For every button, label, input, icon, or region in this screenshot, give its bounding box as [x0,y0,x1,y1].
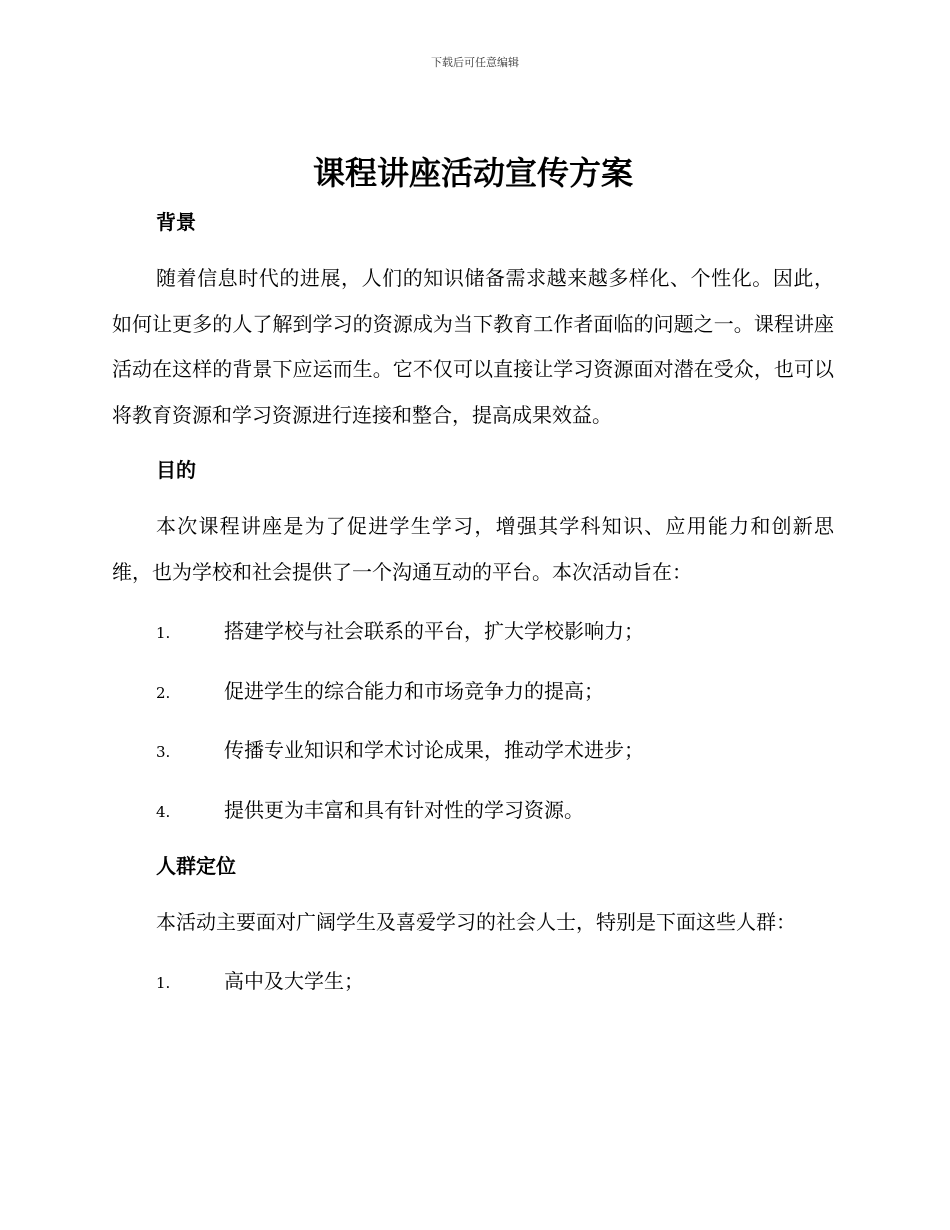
list-item [112,953,834,1013]
list-item-text: 促进学生的综合能力和市场竞争力的提高； [224,678,604,703]
list-item-number: 1. [156,624,171,642]
list-item [112,663,834,723]
list-item-number: 2. [156,683,171,702]
background-paragraph: 随着信息时代的进展，人们的知识储备需求越来越多样化、个性化。因此，如何让更多的人了解到学习的资源成为当下教育工作者面临的问题之一。课程讲座活动在这样的背景下应运而生。它不仅可以直接让学习资源面对潜在受众，也可以将教育资源和学习资源进行连接和整合，提高成果效益。 [112,266,834,427]
list-item-text: 传播专业知识和学术讨论成果，推动学术进步； [224,738,644,763]
section-heading-background: 背景 [156,210,196,234]
page-header-note: 下载后可任意编辑 [431,56,519,69]
list-item-text: 高中及大学生； [224,969,364,994]
list-item [112,782,834,842]
list-item-number: 1. [156,974,171,993]
purpose-list [112,603,834,842]
purpose-paragraph: 本次课程讲座是为了促进学生学习，增强其学科知识、应用能力和创新思维，也为学校和社会提供了一个沟通互动的平台。本次活动旨在： [112,514,834,584]
list-item-text: 提供更为丰富和具有针对性的学习资源。 [224,798,584,823]
list-item-number: 4. [156,803,171,822]
list-item [112,603,834,663]
section-heading-purpose: 目的 [156,458,196,482]
document-body [112,148,834,1013]
audience-list [112,953,834,1013]
list-item-text: 搭建学校与社会联系的平台，扩大学校影响力； [224,619,644,643]
document-title: 课程讲座活动宣传方案 [312,154,633,192]
audience-paragraph: 本活动主要面对广阔学生及喜爱学习的社会人士，特别是下面这些人群： [156,909,796,934]
section-heading-audience: 人群定位 [156,853,236,878]
list-item [112,722,834,782]
list-item-number: 3. [156,743,171,762]
